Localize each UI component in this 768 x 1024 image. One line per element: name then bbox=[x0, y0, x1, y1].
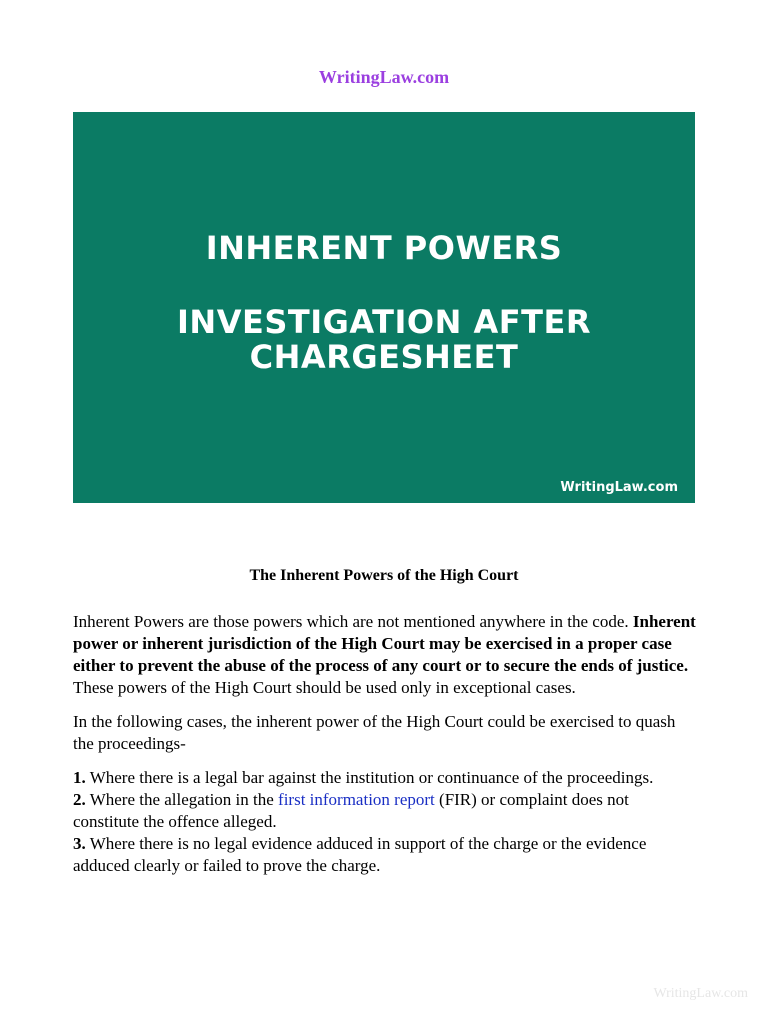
paragraph-intro-bold: Inherent power or inherent jurisdiction of the High Court may be exercised in a proper case either to prevent the abuse of the process of any court or to secure the ends of justice. bbox=[73, 612, 696, 675]
list-item bbox=[73, 834, 646, 875]
list-item-text: Where there is a legal bar against the institution or continuance of the proceedings. bbox=[85, 768, 654, 787]
paragraph-intro-text: Inherent Powers are those powers which are not mentioned anywhere in the code. bbox=[73, 612, 633, 631]
list-item-number: 3. bbox=[73, 834, 86, 853]
article-body bbox=[73, 611, 698, 889]
list-item-text: Where there is no legal evidence adduced in support of the charge or the evidence adduced clearly or failed to prove the charge. bbox=[73, 834, 647, 875]
list-item-text: Where the allegation in the bbox=[85, 790, 279, 809]
fir-link[interactable]: first information report bbox=[278, 790, 435, 809]
featured-banner bbox=[73, 112, 695, 503]
banner-title-line-3: CHARGESHEET bbox=[249, 338, 519, 376]
paragraph-cases: In the following cases, the inherent power of the High Court could be exercised to quash the proceedings- bbox=[73, 712, 676, 753]
list-item-number: 1. bbox=[73, 768, 86, 787]
list-item-number: 2. bbox=[73, 790, 86, 809]
banner-title-line-2: INVESTIGATION AFTER bbox=[177, 303, 591, 341]
banner-brand-mark: WritingLaw.com bbox=[560, 480, 678, 495]
banner-title-line-1: INHERENT POWERS bbox=[205, 229, 563, 267]
list-item-text: (FIR) or complaint does not constitute the offence alleged. bbox=[73, 790, 629, 831]
list-item bbox=[73, 768, 653, 787]
list-item bbox=[73, 790, 629, 831]
site-header-link[interactable]: WritingLaw.com bbox=[318, 67, 450, 87]
paragraph-intro-outro: These powers of the High Court should be used only in exceptional cases. bbox=[73, 678, 576, 697]
watermark: WritingLaw.com bbox=[653, 986, 748, 1001]
case-list bbox=[73, 767, 698, 877]
paragraph-intro bbox=[73, 611, 698, 699]
article-heading: The Inherent Powers of the High Court bbox=[249, 567, 519, 584]
